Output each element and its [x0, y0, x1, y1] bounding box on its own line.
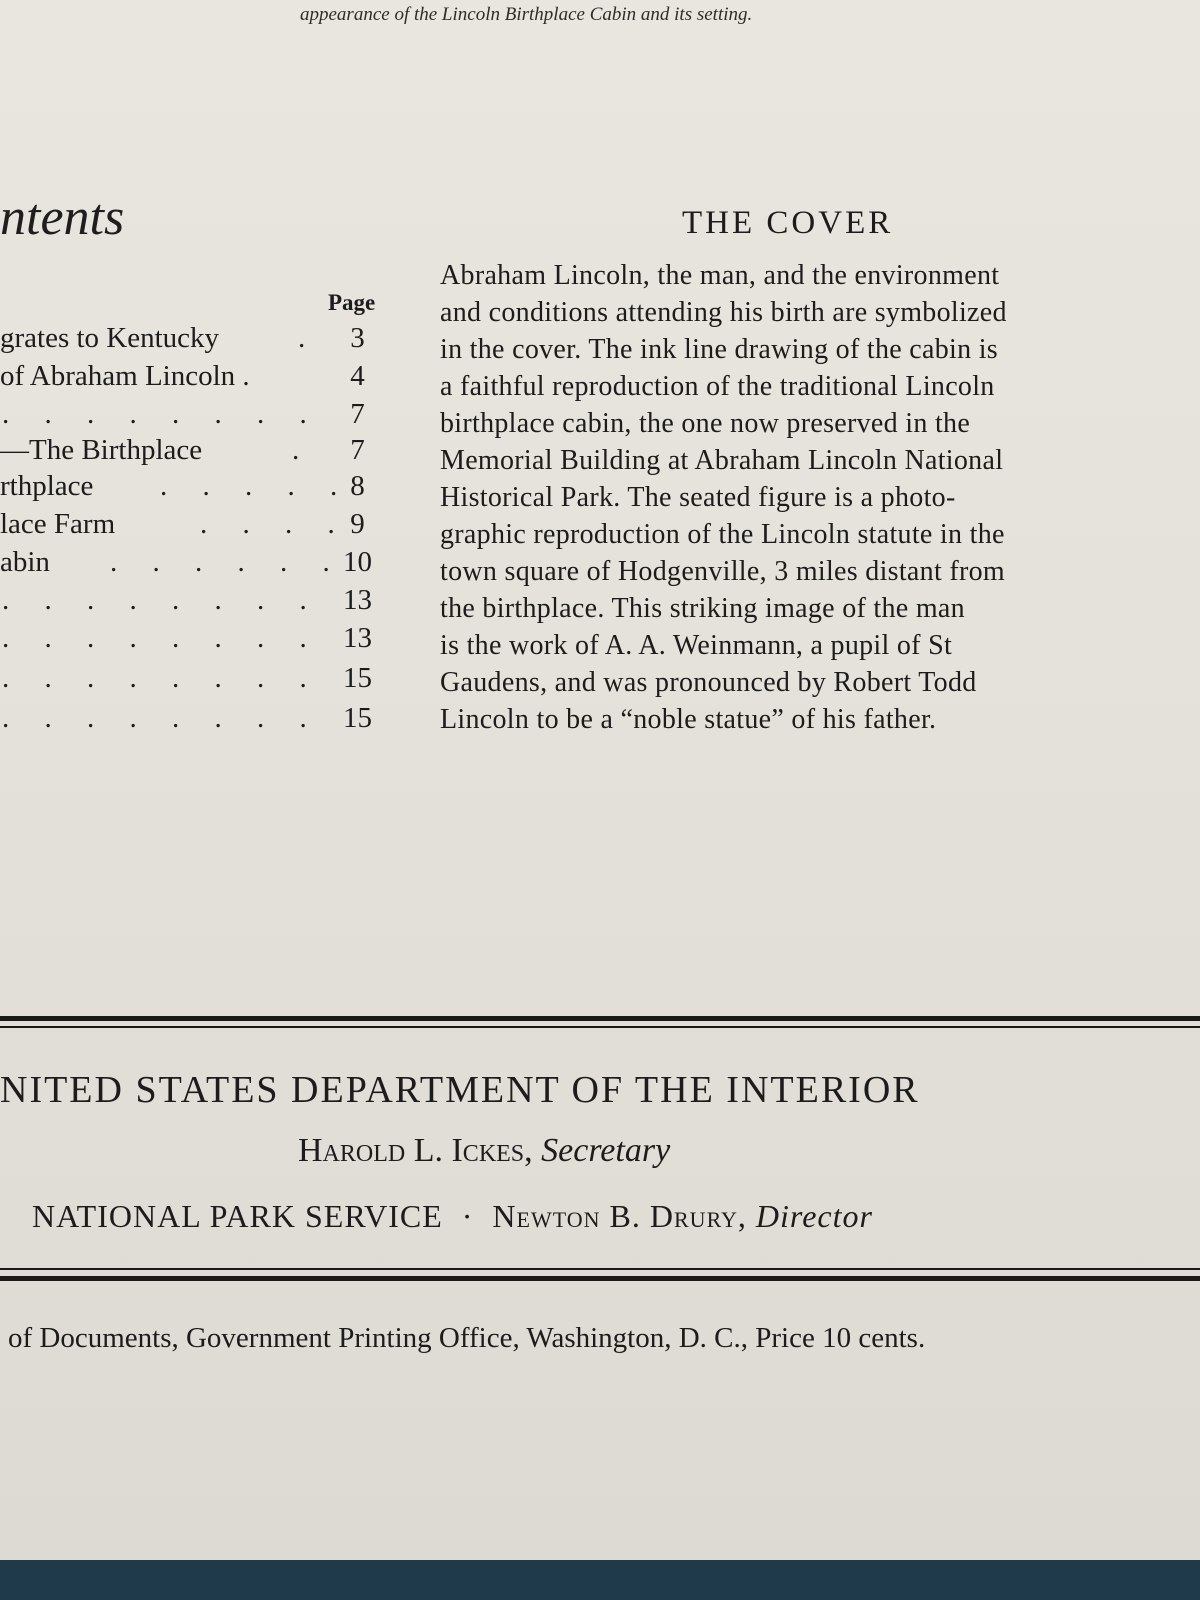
cover-text-line: a faithful reproduction of the traditional Lincoln — [440, 371, 995, 402]
toc-entry-leader: . . . . — [200, 508, 349, 540]
toc-entry-page: 15 — [343, 662, 372, 694]
cover-text-line: Abraham Lincoln, the man, and the environment — [440, 260, 1000, 291]
toc-entry-page: 4 — [350, 360, 365, 392]
cover-text-line: in the cover. The ink line drawing of the cabin is — [440, 334, 999, 365]
toc-entry — [0, 702, 400, 740]
secretary-title: Secretary — [541, 1132, 671, 1169]
cover-text-line: Gaudens, and was pronounced by Robert Todd — [440, 667, 977, 698]
toc-entry-page: 13 — [343, 622, 372, 654]
toc-entry-title: —The Birthplace — [0, 434, 203, 466]
toc-entry-leader: . — [298, 322, 320, 354]
toc-entry — [0, 470, 400, 508]
toc-entry-leader: . . . . . . . . — [2, 584, 321, 616]
toc-entry-leader: . . . . . — [160, 470, 352, 502]
toc-entry-page: 10 — [343, 546, 372, 578]
separator-dot: · — [461, 1198, 474, 1234]
toc-entry-leader: . . . . . . — [110, 546, 344, 578]
cover-text-line: graphic reproduction of the Lincoln statute in the — [440, 519, 1005, 550]
cover-text-line: town square of Hodgenville, 3 miles distant from — [440, 556, 1005, 587]
toc-entry — [0, 622, 400, 660]
toc-entry-page: 15 — [343, 702, 372, 734]
cover-text-line: Historical Park. The seated figure is a photo- — [440, 482, 956, 513]
top-caption: appearance of the Lincoln Birthplace Cabin and its setting. — [300, 4, 753, 25]
toc-entry-leader: . . . . . . . . — [2, 398, 321, 430]
toc-entry — [0, 360, 400, 398]
director-name: Newton B. Drury, — [492, 1198, 747, 1234]
cover-text-line: is the work of A. A. Weinmann, a pupil of St — [440, 630, 953, 661]
toc-entry — [0, 398, 400, 436]
toc-entry-leader: . . . . . . . . — [2, 702, 321, 734]
toc-entry — [0, 508, 400, 546]
toc-entry-leader: . — [292, 434, 314, 466]
cover-text-line: birthplace cabin, the one now preserved in the — [440, 408, 971, 439]
toc-entry-leader: . . . . . . . . — [2, 622, 321, 654]
toc-entry-leader: . . . . . . . . — [2, 662, 321, 694]
toc-entry-page: 13 — [343, 584, 372, 616]
toc-entry-title: lace Farm — [0, 508, 116, 540]
masthead-rule-bottom-thin — [0, 1268, 1200, 1270]
toc-entry — [0, 322, 400, 360]
masthead-rule-bottom-thick — [0, 1276, 1200, 1281]
toc-entry-page: 9 — [350, 508, 365, 540]
toc-entry-page: 3 — [350, 322, 365, 354]
toc-entry — [0, 546, 400, 584]
footer-price-line: of Documents, Government Printing Office, Washington, D. C., Price 10 cents. — [8, 1322, 926, 1354]
cover-text-line: the birthplace. This striking image of the man — [440, 593, 965, 624]
cover-text-line: and conditions attending his birth are symbolized — [440, 297, 1007, 328]
toc-entry-title: abin — [0, 546, 50, 578]
toc-entry-title: of Abraham Lincoln . — [0, 360, 250, 392]
toc-entry — [0, 434, 400, 472]
page-column-label: Page — [328, 290, 376, 315]
masthead-rule-top-thick — [0, 1016, 1200, 1021]
toc-entry-page: 7 — [350, 434, 365, 466]
cover-text-line: Memorial Building at Abraham Lincoln National — [440, 445, 1004, 476]
cover-text-line: Lincoln to be a “noble statue” of his father. — [440, 704, 937, 735]
table-of-contents — [0, 0, 420, 780]
department-name: NITED STATES DEPARTMENT OF THE INTERIOR — [0, 1069, 920, 1111]
toc-entry — [0, 662, 400, 700]
toc-entry-page: 8 — [350, 470, 365, 502]
toc-entry-title: rthplace — [0, 470, 94, 502]
secretary-line — [298, 1132, 670, 1170]
cover-heading: THE COVER — [682, 205, 894, 241]
national-park-service-line — [32, 1198, 873, 1235]
masthead-rule-top-thin — [0, 1026, 1200, 1028]
contents-heading: ntents — [0, 189, 125, 246]
director-title: Director — [755, 1198, 873, 1234]
secretary-name: Harold L. Ickes, — [298, 1132, 533, 1169]
service-name: NATIONAL PARK SERVICE — [32, 1198, 443, 1234]
toc-entry — [0, 584, 400, 622]
toc-entry-title: grates to Kentucky — [0, 322, 220, 354]
toc-entry-page: 7 — [350, 398, 365, 430]
